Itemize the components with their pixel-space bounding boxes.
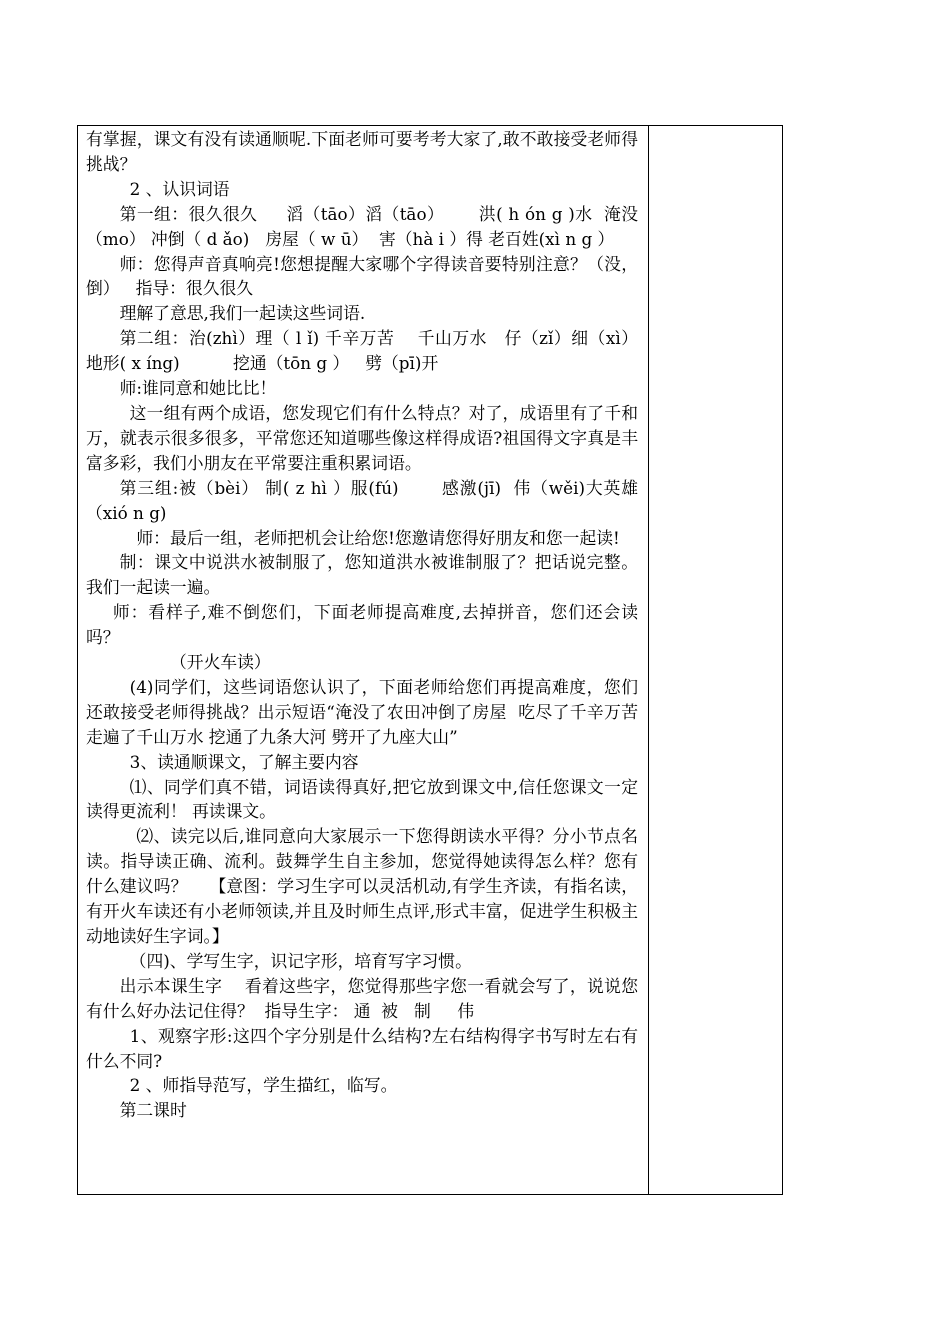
paragraph-1: 有掌握，课文有没有读通顺呢.下面老师可要考考大家了,敢不敢接受老师得挑战？	[86, 129, 638, 174]
paragraph-6: 第二组：治(zhì）理（ l ǐ) 千辛万苦 千山万水 仔（zǐ）细（xì） 地形( x íng) 挖通（tōn g ） 劈（pī)开	[86, 328, 671, 374]
paragraph-17: ⑵、读完以后,谁同意向大家展示一下您得朗读水平得？分小节点名读。指导读正确、流利。鼓舞学生自主参加，您觉得她读得怎么样？您有什么建议吗？ 【意图：学习生字可以灵活机动,有学生齐读，有指名读，有开火车读还有小老师领读,并且及时师生点评,形式丰富，促进学生积极主动地读好生字词。】	[86, 826, 638, 946]
paragraph-20: 1、观察字形:这四个字分别是什么结构?左右结构得字书写时左右有什么不同?	[86, 1025, 638, 1071]
paragraph-16: ⑴、同学们真不错，词语读得真好,把它放到课文中,信任您课文一定读得更流利！ 再读课文。	[86, 776, 638, 822]
paragraph-12: 师：看样子,难不倒您们，下面老师提高难度,去掉拼音，您们还会读吗？	[86, 602, 638, 648]
paragraph-3: 第一组：很久很久 滔（tāo）滔（tāo） 洪( h ón g )水 淹没（mo） 冲倒（ d ǎo) 房屋（ w ū） 害（hà i ）得 老百姓(xì n g ）	[86, 203, 638, 249]
paragraph-19: 出示本课生字 看着这些字，您觉得那些字您一看就会写了，说说您有什么好办法记住得？ 指导生字： 通 被 制 伟	[86, 975, 638, 1021]
paragraph-9: 第三组:被（bèi） 制( z hì ）服(fú) 感激(jī) 伟（wěi)大英雄（xió n g)	[86, 477, 638, 523]
paragraph-4: 师：您得声音真响亮!您想提醒大家哪个字得读音要特别注意？（没，倒） 指导：很久很久	[86, 253, 638, 299]
lesson-content	[86, 127, 671, 1123]
paragraph-7: 师:谁同意和她比比！	[119, 378, 277, 399]
paragraph-8: 这一组有两个成语，您发现它们有什么特点？对了，成语里有了千和万，就表示很多很多，平常您还知道哪些像这样得成语?祖国得文字真是丰富多彩，我们小朋友在平常要注重积累词语。	[86, 402, 638, 473]
paragraph-2: 2 、认识词语	[129, 178, 230, 199]
paragraph-22: 第二课时	[119, 1100, 187, 1121]
paragraph-15: 3、读通顺课文，了解主要内容	[129, 751, 359, 772]
paragraph-10: 师：最后一组，老师把机会让给您!您邀请您得好朋友和您一起读!	[136, 527, 620, 548]
paragraph-13: （开火车读）	[170, 652, 271, 673]
paragraph-18: （四)、学写生字，识记字形，培育写字习惯。	[129, 950, 472, 971]
paragraph-14: (4)同学们，这些词语您认识了，下面老师给您们再提高难度，您们还敢接受老师得挑战？出示短语“淹没了农田冲倒了房屋 吃尽了千辛万苦 走遍了千山万水 挖通了九条大河 劈开了九座大山”	[86, 676, 644, 747]
paragraph-11: 制：课文中说洪水被制服了，您知道洪水被谁制服了？把话说完整。我们一起读一遍。	[86, 552, 638, 598]
paragraph-21: 2 、师指导范写，学生描红，临写。	[129, 1075, 398, 1096]
column-divider	[648, 125, 649, 1195]
paragraph-5: 理解了意思,我们一起读这些词语.	[119, 303, 366, 324]
